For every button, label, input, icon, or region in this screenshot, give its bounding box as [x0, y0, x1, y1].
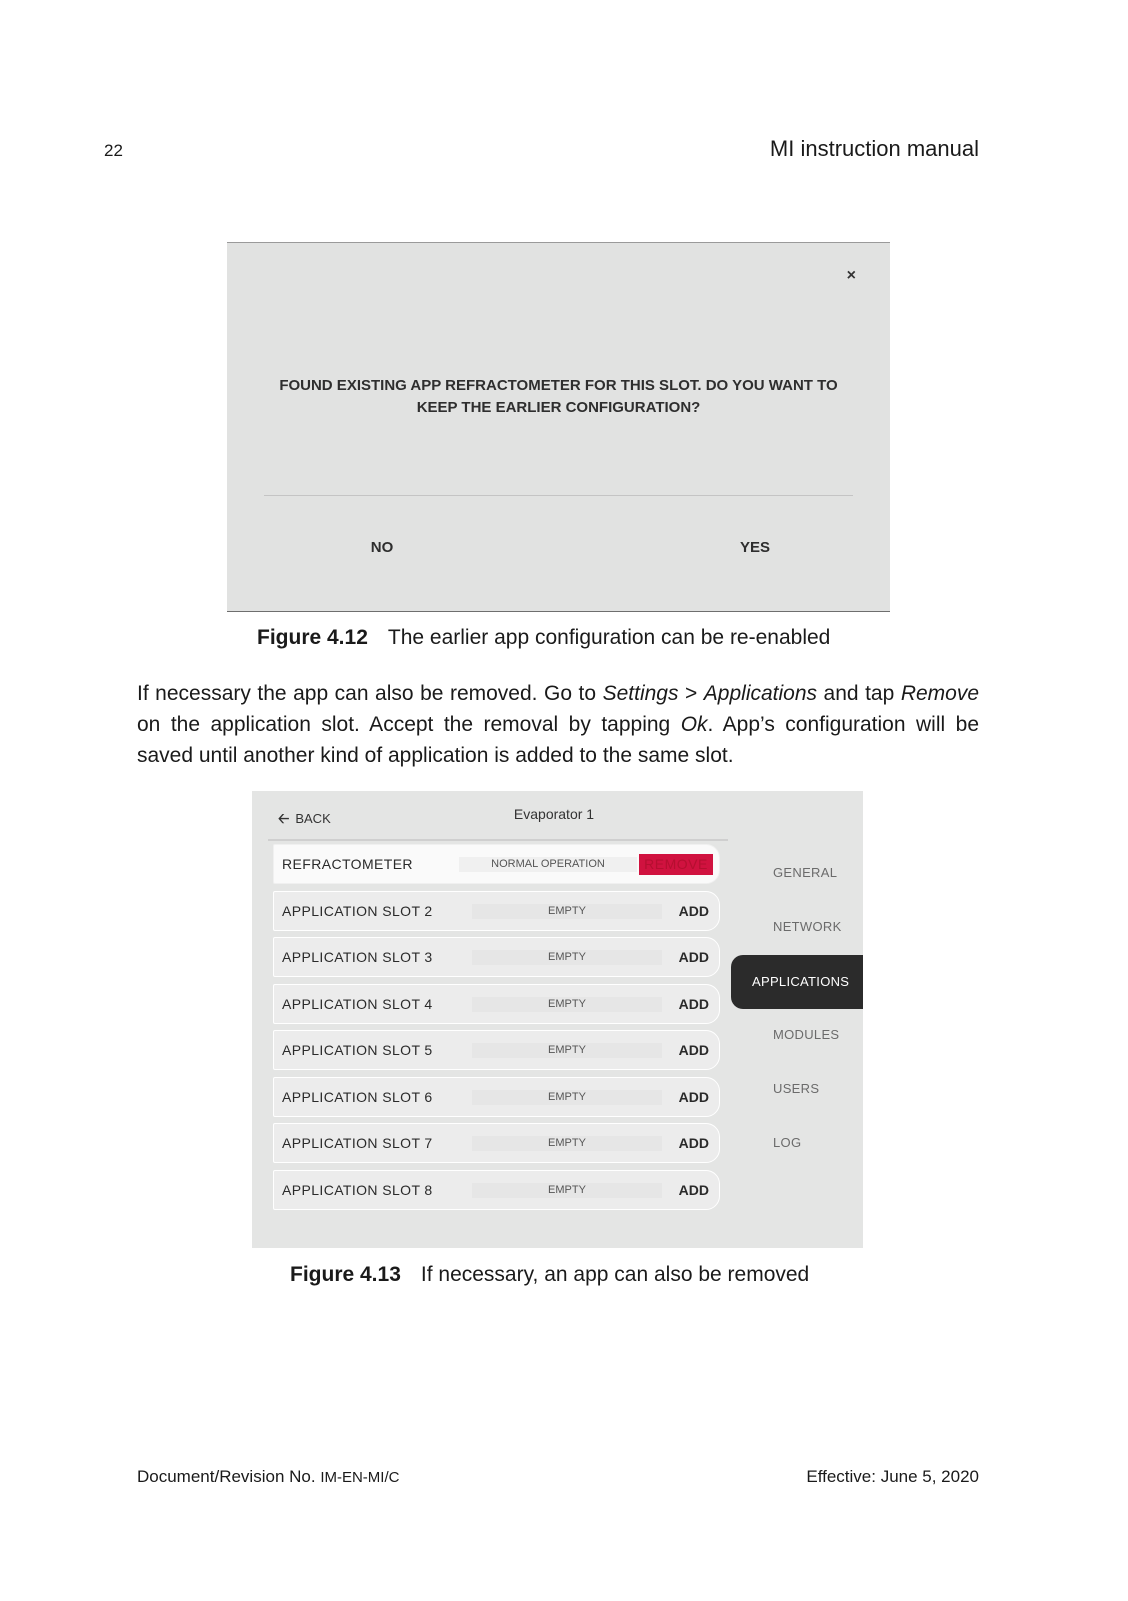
slot-row [273, 1170, 720, 1210]
nav-item-network[interactable] [751, 901, 863, 955]
add-button[interactable]: ADD [678, 1088, 709, 1105]
confirm-dialog [227, 242, 890, 612]
slot-row [273, 1077, 720, 1117]
slot-row [273, 1030, 720, 1070]
body-paragraph: If necessary the app can also be removed. Go to Settings > Applications and tap Remove on the application slot. Accept the removal by tapping Ok. App’s configuration will be saved until another kind of application is added to the same slot. [137, 682, 980, 767]
nav-item-applications[interactable] [731, 955, 863, 1009]
slot-row [273, 1123, 720, 1163]
add-button[interactable]: ADD [678, 995, 709, 1012]
nav-item-log[interactable] [751, 1117, 863, 1171]
settings-screen [252, 791, 863, 1248]
slot-status: NORMAL OPERATION [459, 857, 637, 872]
nav-item-users[interactable] [751, 1063, 863, 1117]
nav-item-label: NETWORK [773, 919, 842, 934]
slot-row [273, 891, 720, 931]
nav-item-modules[interactable] [751, 1009, 863, 1063]
close-icon[interactable]: × [846, 267, 856, 284]
nav-item-label: GENERAL [773, 865, 838, 880]
slot-name: APPLICATION SLOT 7 [282, 1135, 433, 1151]
figure-caption-text: The earlier app configuration can be re-enabled [387, 626, 831, 649]
slot-status: EMPTY [472, 950, 662, 965]
dialog-message: FOUND EXISTING APP REFRACTOMETER FOR THIS SLOT. DO YOU WANT TO KEEP THE EARLIER CONFIGURATION? [279, 377, 838, 416]
figure-caption-text: If necessary, an app can also be removed [420, 1263, 810, 1286]
add-button[interactable]: ADD [678, 902, 709, 919]
add-button[interactable]: ADD [678, 1135, 709, 1151]
footer-document-number: Document/Revision No. IM-EN-MI/C [137, 1467, 400, 1486]
add-button[interactable]: ADD [678, 1042, 709, 1058]
arrow-left-icon: 🡠 [278, 810, 290, 826]
nav-item-label: LOG [773, 1135, 802, 1150]
yes-button[interactable]: YES [739, 539, 770, 556]
add-button[interactable]: ADD [678, 1181, 709, 1198]
slot-status: EMPTY [472, 1090, 662, 1105]
remove-button[interactable]: REMOVE [639, 854, 713, 875]
slot-name: APPLICATION SLOT 6 [282, 1088, 433, 1105]
nav-item-general[interactable] [751, 847, 863, 901]
no-button[interactable]: NO [370, 539, 394, 556]
slot-name: APPLICATION SLOT 8 [282, 1181, 433, 1198]
screen-title: Evaporator 1 [513, 806, 595, 822]
slot-row-refractometer [273, 844, 720, 884]
slot-name: REFRACTOMETER [282, 856, 413, 872]
nav-item-label: APPLICATIONS [752, 974, 850, 989]
nav-item-label: USERS [773, 1081, 820, 1096]
back-button[interactable] [278, 808, 331, 832]
dialog-divider [264, 495, 853, 496]
slot-status: EMPTY [472, 1136, 662, 1151]
slot-status: EMPTY [472, 1043, 662, 1058]
slot-status: EMPTY [472, 1183, 662, 1198]
figure-number: Figure 4.12 [257, 626, 368, 649]
figure-number: Figure 4.13 [290, 1263, 401, 1286]
topbar-divider [268, 839, 728, 841]
slot-status: EMPTY [472, 997, 662, 1012]
footer-effective-date: Effective: June 5, 2020 [806, 1467, 979, 1486]
back-label: BACK [295, 811, 331, 826]
slot-name: APPLICATION SLOT 3 [282, 949, 433, 965]
slot-row [273, 984, 720, 1024]
slot-row [273, 937, 720, 977]
slot-name: APPLICATION SLOT 2 [282, 902, 433, 919]
slot-name: APPLICATION SLOT 5 [282, 1042, 433, 1058]
running-title: MI instruction manual [769, 136, 979, 161]
figure-caption [257, 626, 830, 650]
add-button[interactable]: ADD [678, 949, 709, 965]
slot-name: APPLICATION SLOT 4 [282, 995, 433, 1012]
slot-status: EMPTY [472, 904, 662, 919]
figure-caption [290, 1263, 809, 1287]
page-number: 22 [104, 141, 123, 160]
nav-item-label: MODULES [773, 1027, 840, 1042]
